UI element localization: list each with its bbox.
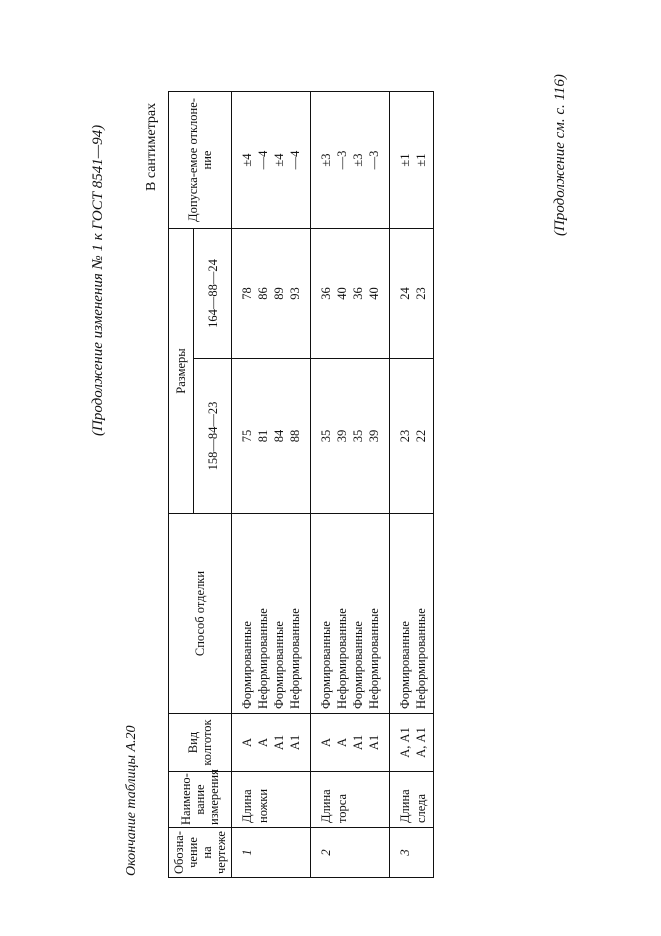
tolerance-cell-line: ±3	[350, 153, 365, 167]
table-row	[389, 92, 433, 878]
measurement-name-cell-line: следа	[413, 793, 428, 823]
tights-type-cell	[310, 714, 389, 772]
measurements-table	[168, 91, 434, 878]
finish-method-cell	[310, 514, 389, 714]
measurement-name-cell	[310, 772, 389, 828]
designation-cell-line: 1	[240, 849, 254, 856]
tolerance-cell-line: —4	[288, 150, 302, 170]
tolerance-cell-line: —4	[256, 150, 270, 170]
size-1-cell-line: 39	[366, 429, 381, 443]
size-1-cell	[310, 359, 389, 514]
size-1-cell-line: 35	[350, 429, 365, 443]
designation-cell	[310, 828, 389, 878]
header-size-2: 164—88—24	[194, 229, 232, 359]
finish-method-cell	[232, 514, 311, 714]
tolerance-cell-line: ±1	[413, 153, 428, 167]
size-2-cell-line: 36	[318, 287, 333, 300]
designation-cell	[389, 828, 433, 878]
tolerance-cell-line: ±4	[240, 153, 254, 167]
table-row	[310, 92, 389, 878]
size-1-cell-line: 39	[334, 429, 349, 443]
table-row	[232, 92, 311, 878]
measurement-name-cell-line: Длина	[240, 789, 254, 823]
tights-type-cell	[389, 714, 433, 772]
size-2-cell	[389, 229, 433, 359]
tolerance-cell-line: —3	[334, 150, 349, 170]
designation-cell-line: 2	[318, 849, 333, 856]
header-measurement-name: Наимено-вание измерения	[169, 772, 232, 828]
measurement-name-cell-line: торса	[334, 793, 349, 823]
tights-type-cell-line: А	[334, 737, 349, 748]
measurement-name-cell-line: ножки	[256, 788, 270, 823]
size-1-cell	[232, 359, 311, 514]
finish-method-cell-line: Формированные	[240, 621, 254, 709]
tolerance-cell-line: —3	[366, 150, 381, 170]
size-2-cell	[232, 229, 311, 359]
table-caption: Окончание таблицы А.20	[124, 725, 139, 876]
size-1-cell	[389, 359, 433, 514]
size-2-cell-line: 93	[288, 287, 302, 300]
size-1-cell-line: 22	[413, 429, 428, 443]
size-2-cell-line: 23	[413, 287, 428, 300]
tights-type-cell	[232, 714, 311, 772]
size-2-cell	[310, 229, 389, 359]
finish-method-cell	[389, 514, 433, 714]
tights-type-cell-line: А1	[272, 734, 286, 751]
size-2-cell-line: 40	[366, 287, 381, 300]
header-designation: Обозна-чение на чертеже	[169, 828, 232, 878]
tolerance-cell	[310, 92, 389, 229]
tolerance-cell-line: ±4	[272, 153, 286, 167]
tolerance-cell-line: ±1	[397, 153, 412, 167]
measurement-name-cell-line: Длина	[397, 789, 412, 823]
header-sizes: Размеры	[169, 229, 194, 514]
size-1-cell-line: 75	[240, 429, 254, 443]
tolerance-cell-line: ±3	[318, 153, 333, 167]
tights-type-cell-line: А1	[288, 734, 302, 751]
header-size-1: 158—84—23	[194, 359, 232, 514]
size-2-cell-line: 89	[272, 287, 286, 300]
units-note: В сантиметрах	[144, 102, 159, 191]
finish-method-cell-line: Неформированные	[334, 608, 349, 709]
size-1-cell-line: 84	[272, 429, 286, 443]
tolerance-cell	[389, 92, 433, 229]
finish-method-cell-line: Формированные	[318, 621, 333, 709]
size-2-cell-line: 24	[397, 287, 412, 300]
size-2-cell-line: 36	[350, 287, 365, 300]
measurement-name-cell-line: Длина	[318, 789, 333, 823]
header-note: (Продолжение изменения № 1 к ГОСТ 8541—94)	[90, 124, 106, 436]
finish-method-cell-line: Неформированные	[366, 608, 381, 709]
size-1-cell-line: 35	[318, 429, 333, 443]
tights-type-cell-line: А, А1	[397, 727, 412, 758]
tights-type-cell-line: А	[256, 737, 270, 748]
size-1-cell-line: 88	[288, 429, 302, 443]
size-2-cell-line: 86	[256, 287, 270, 300]
header-tolerance: Допуска-емое отклоне-ние	[169, 92, 232, 229]
tights-type-cell-line: А	[318, 737, 333, 748]
footer-note: (Продолжение см. с. 116)	[552, 74, 568, 236]
finish-method-cell-line: Неформированные	[288, 608, 302, 709]
tights-type-cell-line: А, А1	[413, 727, 428, 758]
size-1-cell-line: 81	[256, 429, 270, 443]
finish-method-cell-line: Формированные	[350, 621, 365, 709]
size-2-cell-line: 78	[240, 287, 254, 300]
finish-method-cell-line: Формированные	[272, 621, 286, 709]
tights-type-cell-line: А1	[366, 734, 381, 751]
header-tights-type: Вид колготок	[169, 714, 232, 772]
measurement-name-cell	[389, 772, 433, 828]
finish-method-cell-line: Неформированные	[413, 608, 428, 709]
designation-cell-line: 3	[397, 849, 412, 856]
tights-type-cell-line: А1	[350, 734, 365, 751]
designation-cell	[232, 828, 311, 878]
tights-type-cell-line: А	[240, 737, 254, 748]
finish-method-cell-line: Неформированные	[256, 608, 270, 709]
finish-method-cell-line: Формированные	[397, 621, 412, 709]
size-2-cell-line: 40	[334, 287, 349, 300]
header-finish-method: Способ отделки	[169, 514, 232, 714]
measurement-name-cell	[232, 772, 311, 828]
tolerance-cell	[232, 92, 311, 229]
size-1-cell-line: 23	[397, 429, 412, 443]
